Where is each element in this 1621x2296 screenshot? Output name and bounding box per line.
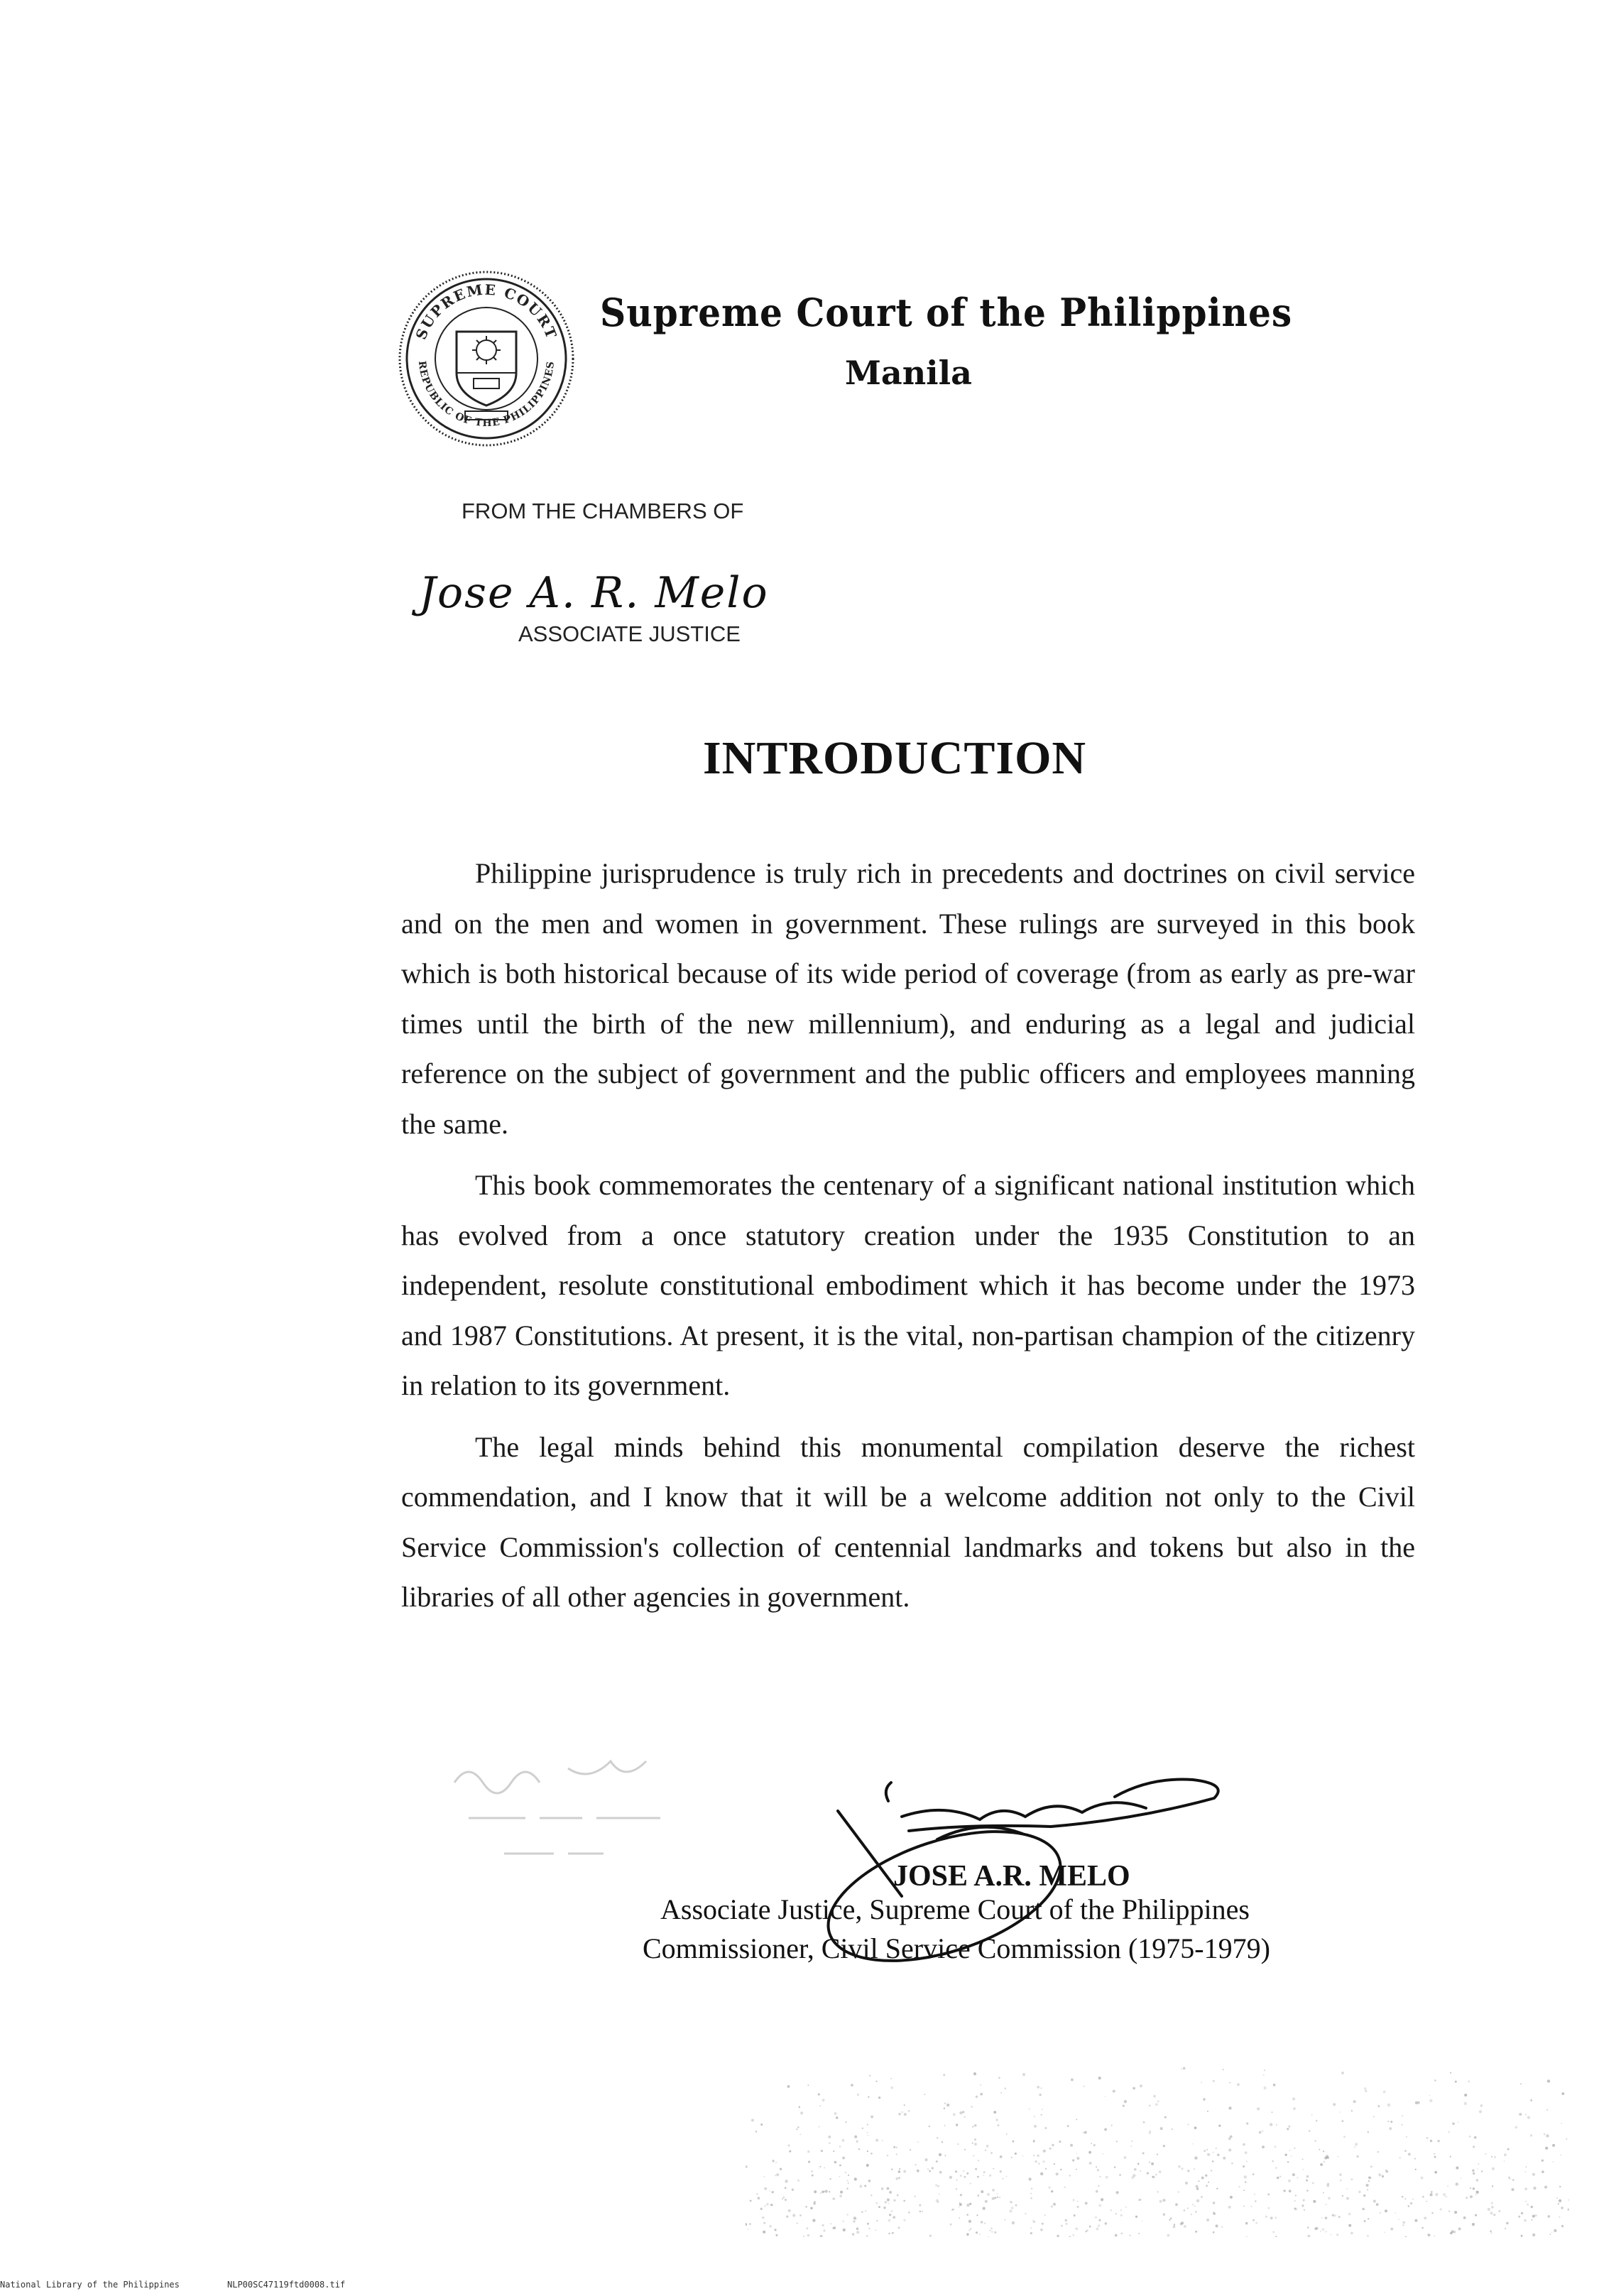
introduction-body [401,849,1415,1634]
justice-name-script: Jose A. R. Melo [419,568,769,618]
signer-role-supreme-court: Associate Justice, Supreme Court of the Philippines [660,1893,1250,1925]
scan-grain [746,2024,1569,2237]
paragraph-3: The legal minds behind this monumental compilation deserve the richest commendation, and I know that it will be a welcome addition not only to the Civil Service Commission's collection of centennial landmarks and tokens but also in the libraries of all other agencies in government. [401,1430,1415,1613]
court-city: Manila [845,354,972,392]
signer-role-civil-service: Commissioner, Civil Service Commission (1975-1979) [643,1932,1270,1964]
svg-text:SUPREME COURT: SUPREME COURT [412,281,561,342]
paragraph-2: This book commemorates the centenary of a significant national institution which has evolved from a once statutory creation under the 1935 Constitution to an independent, resolute constitutional embodiment which it has become under the 1973 and 1987 Constitutions. At present, it is the vital, non-partisan champion of the citizenry in relation to its government. [401,1169,1415,1401]
court-name-heading: Supreme Court of the Philippines [600,290,1293,335]
footer-library-label: National Library of the Philippines [0,2280,180,2290]
chambers-label: FROM THE CHAMBERS OF [462,499,744,523]
signer-name: JOSE A.R. MELO [893,1860,1130,1893]
footer-filename: NLP00SC47119ftd0008.tif [227,2280,346,2290]
document-title: INTRODUCTION [703,732,1087,784]
supreme-court-seal [394,266,579,451]
paragraph-1: Philippine jurisprudence is truly rich in precedents and doctrines on civil service and on the men and women in government. These rulings are surveyed in this book which is both historical because of its wide period of coverage (from as early as pre-war times until the birth of the new millennium), and enduring as a legal and judicial reference on the subject of government and the public officers and employees manning the same. [401,857,1415,1140]
svg-text:REPUBLIC OF THE PHILIPPINES: REPUBLIC OF THE PHILIPPINES [415,360,557,430]
justice-title: ASSOCIATE JUSTICE [518,621,741,646]
